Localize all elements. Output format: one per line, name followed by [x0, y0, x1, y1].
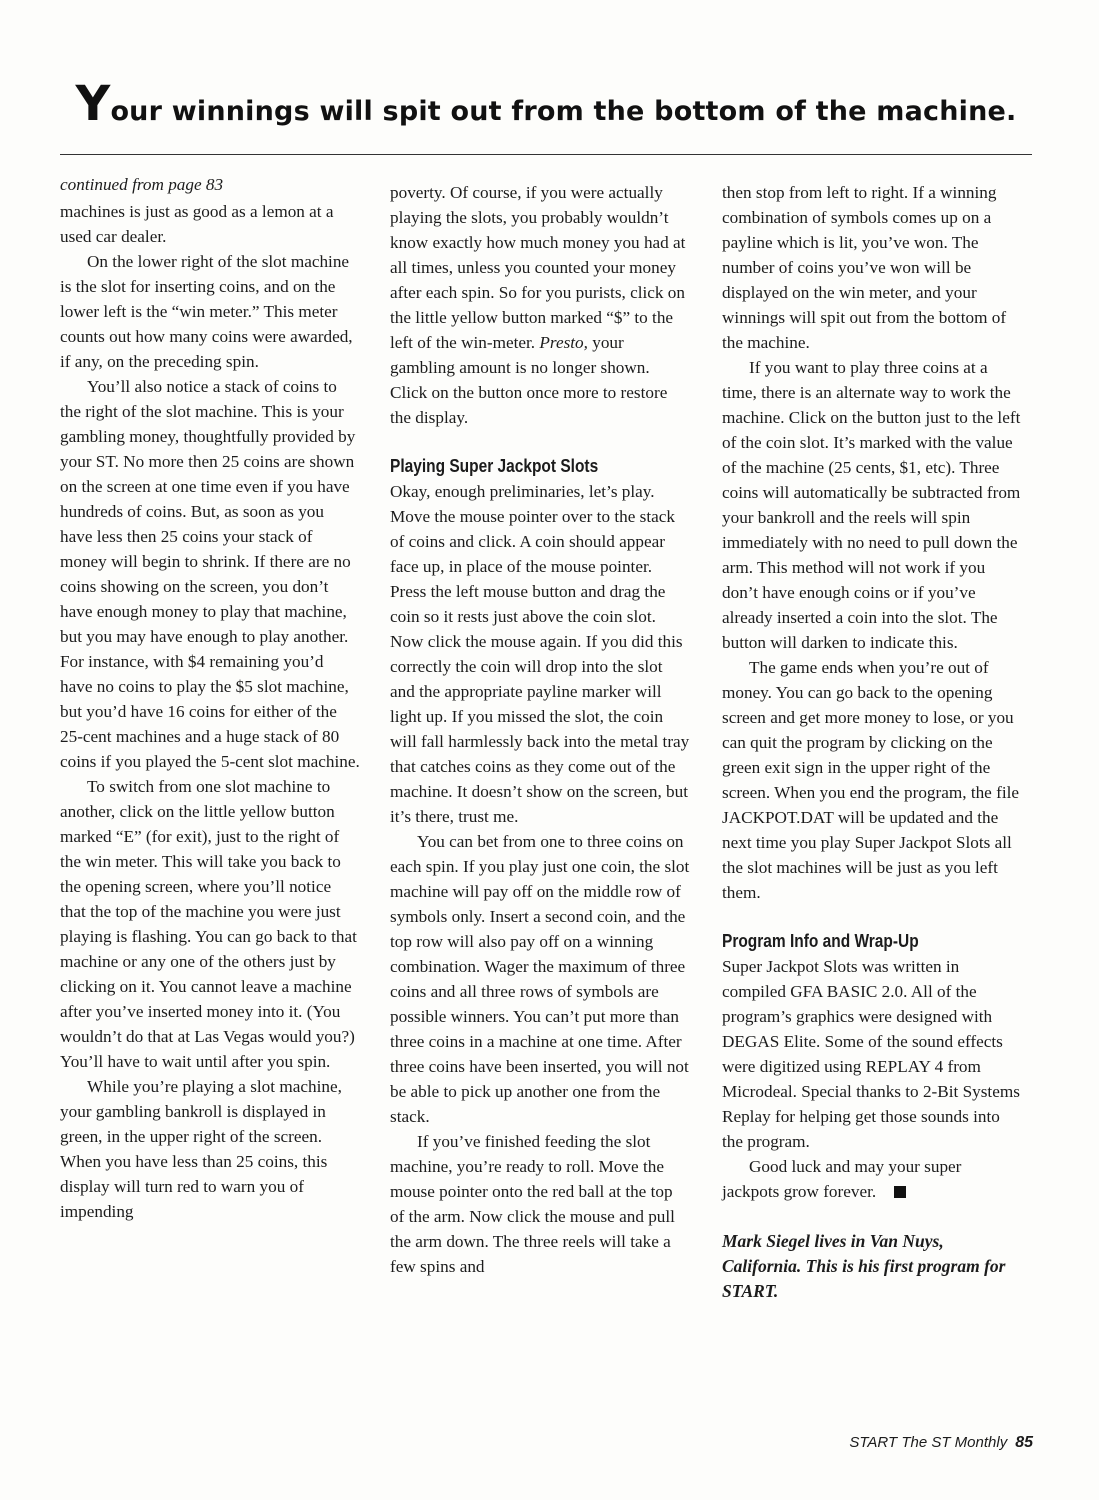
paragraph: On the lower right of the slot machine is the slot for inserting coins, and on the lower left is the “win meter.” This meter counts out how many coins were awarded, if any, on the preceding spin.: [60, 252, 353, 371]
section-heading: Playing Super Jackpot Slots: [390, 456, 599, 476]
author-bio: Mark Siegel lives in Van Nuys, California. This is his first program for START.: [722, 1231, 1006, 1301]
paragraph: The game ends when you’re out of money. You can go back to the opening screen and get more money to lose, or you can quit the program by clicking on the green exit sign in the upper right of the screen. When you end the program, the file JACKPOT.DAT will be updated and the next time you play Super Jackpot Slots all the slot machines will be just as you left them.: [722, 658, 1020, 902]
paragraph: To switch from one slot machine to another, click on the little yellow button marked “E” (for exit), just to the right of the win meter. This will take you back to the opening screen, where you’ll notice that the top of the machine you were just playing is flashing. You can go back to that machine or any one of the others just by clicking on it. You cannot leave a machine after you’ve inserted money into it. (You wouldn’t do that at Las Vegas would you?) You’ll have to wait until after you spin.: [60, 777, 357, 1071]
magazine-name: START The ST Monthly: [849, 1434, 1008, 1451]
headline: [60, 76, 1032, 132]
paragraph-text: Good luck and may your super jackpots grow forever.: [722, 1157, 962, 1201]
headline-initial: Y: [75, 76, 111, 132]
paragraph: Super Jackpot Slots was written in compiled GFA BASIC 2.0. All of the program’s graphics were designed with DEGAS Elite. Some of the sound effects were digitized using REPLAY 4 from Microdeal. Special thanks to 2-Bit Systems Replay for helping get those sounds into the program.: [722, 957, 1020, 1151]
paragraph: Okay, enough preliminaries, let’s play. Move the mouse pointer over to the stack of coins and click. A coin should appear face up, in place of the mouse pointer. Press the left mouse button and drag the coin so it rests just above the coin slot. Now click the mouse again. If you did this correctly the coin will drop into the slot and the appropriate payline marker will light up. If you missed the slot, the coin will fall harmlessly back into the metal tray that catches coins as they come out of the machine. It doesn’t show on the screen, but it’s there, trust me.: [390, 482, 690, 826]
page-footer: [849, 1434, 1033, 1452]
paragraph: While you’re playing a slot machine, your gambling bankroll is displayed in green, in the upper right of the screen. When you have less than 25 coins, this display will turn red to warn you of impending: [60, 1077, 342, 1221]
paragraph: You’ll also notice a stack of coins to the right of the slot machine. This is your gambling money, thoughtfully provided by your ST. No more then 25 coins are shown on the screen at one time even if you have hundreds of coins. But, as soon as you have less then 25 coins your stack of money will begin to shrink. If there are no coins showing on the screen, you don’t have enough money to play that machine, but you may have enough to play another. For instance, with $4 remaining you’d have no coins to play the $5 slot machine, but you’d have 16 coins for either of the 25-cent machines and a huge stack of 80 coins if you played the 5-cent slot machine.: [60, 377, 360, 771]
end-mark-icon: [894, 1186, 906, 1198]
paragraph: [390, 180, 690, 430]
column-1: [60, 172, 360, 1224]
paragraph: You can bet from one to three coins on each spin. If you play just one coin, the slot machine will pay off on the middle row of symbols only. Insert a second coin, and the top row will also pay off on a winning combination. Wager the maximum of three coins and all three rows of symbols are possible winners. You can’t put more than three coins in a machine at one time. After three coins have been inserted, you will not be able to pick up another one from the stack.: [390, 832, 690, 1126]
headline-rule: [60, 154, 1032, 155]
section-heading: Program Info and Wrap-Up: [722, 931, 919, 951]
paragraph-text: your gambling amount is no longer shown. Click on the button once more to restore the display.: [390, 333, 668, 427]
column-2: [390, 180, 690, 1279]
column-3: [722, 180, 1022, 1304]
continued-note: continued from page 83: [60, 175, 224, 194]
page-number: 85: [1015, 1434, 1033, 1451]
paragraph: machines is just as good as a lemon at a used car dealer.: [60, 202, 334, 246]
paragraph-text: poverty. Of course, if you were actually playing the slots, you probably wouldn’t know exactly how much money you had at all times, unless you counted your money after each spin. So for you purists, click on the little yellow button marked “$” to the left of the win-meter.: [390, 183, 686, 352]
presto-italic: Presto,: [539, 333, 588, 352]
headline-text: our winnings will spit out from the bottom of the machine.: [110, 96, 1017, 127]
paragraph: then stop from left to right. If a winning combination of symbols comes up on a payline which is lit, you’ve won. The number of coins you’ve won will be displayed on the win meter, and your winnings will spit out from the bottom of the machine.: [722, 183, 1007, 352]
paragraph: [722, 1154, 1022, 1204]
paragraph: If you’ve finished feeding the slot machine, you’re ready to roll. Move the mouse pointer onto the red ball at the top of the arm. Now click the mouse and pull the arm down. The three reels will take a few spins and: [390, 1132, 675, 1276]
paragraph: If you want to play three coins at a time, there is an alternate way to work the machine. Click on the button just to the left of the coin slot. It’s marked with the value of the machine (25 cents, $1, etc). Three coins will automatically be subtracted from your bankroll and the reels will spin immediately with no need to pull down the arm. This method will not work if you don’t have enough coins or if you’ve already inserted a coin into the slot. The button will darken to indicate this.: [722, 358, 1021, 652]
